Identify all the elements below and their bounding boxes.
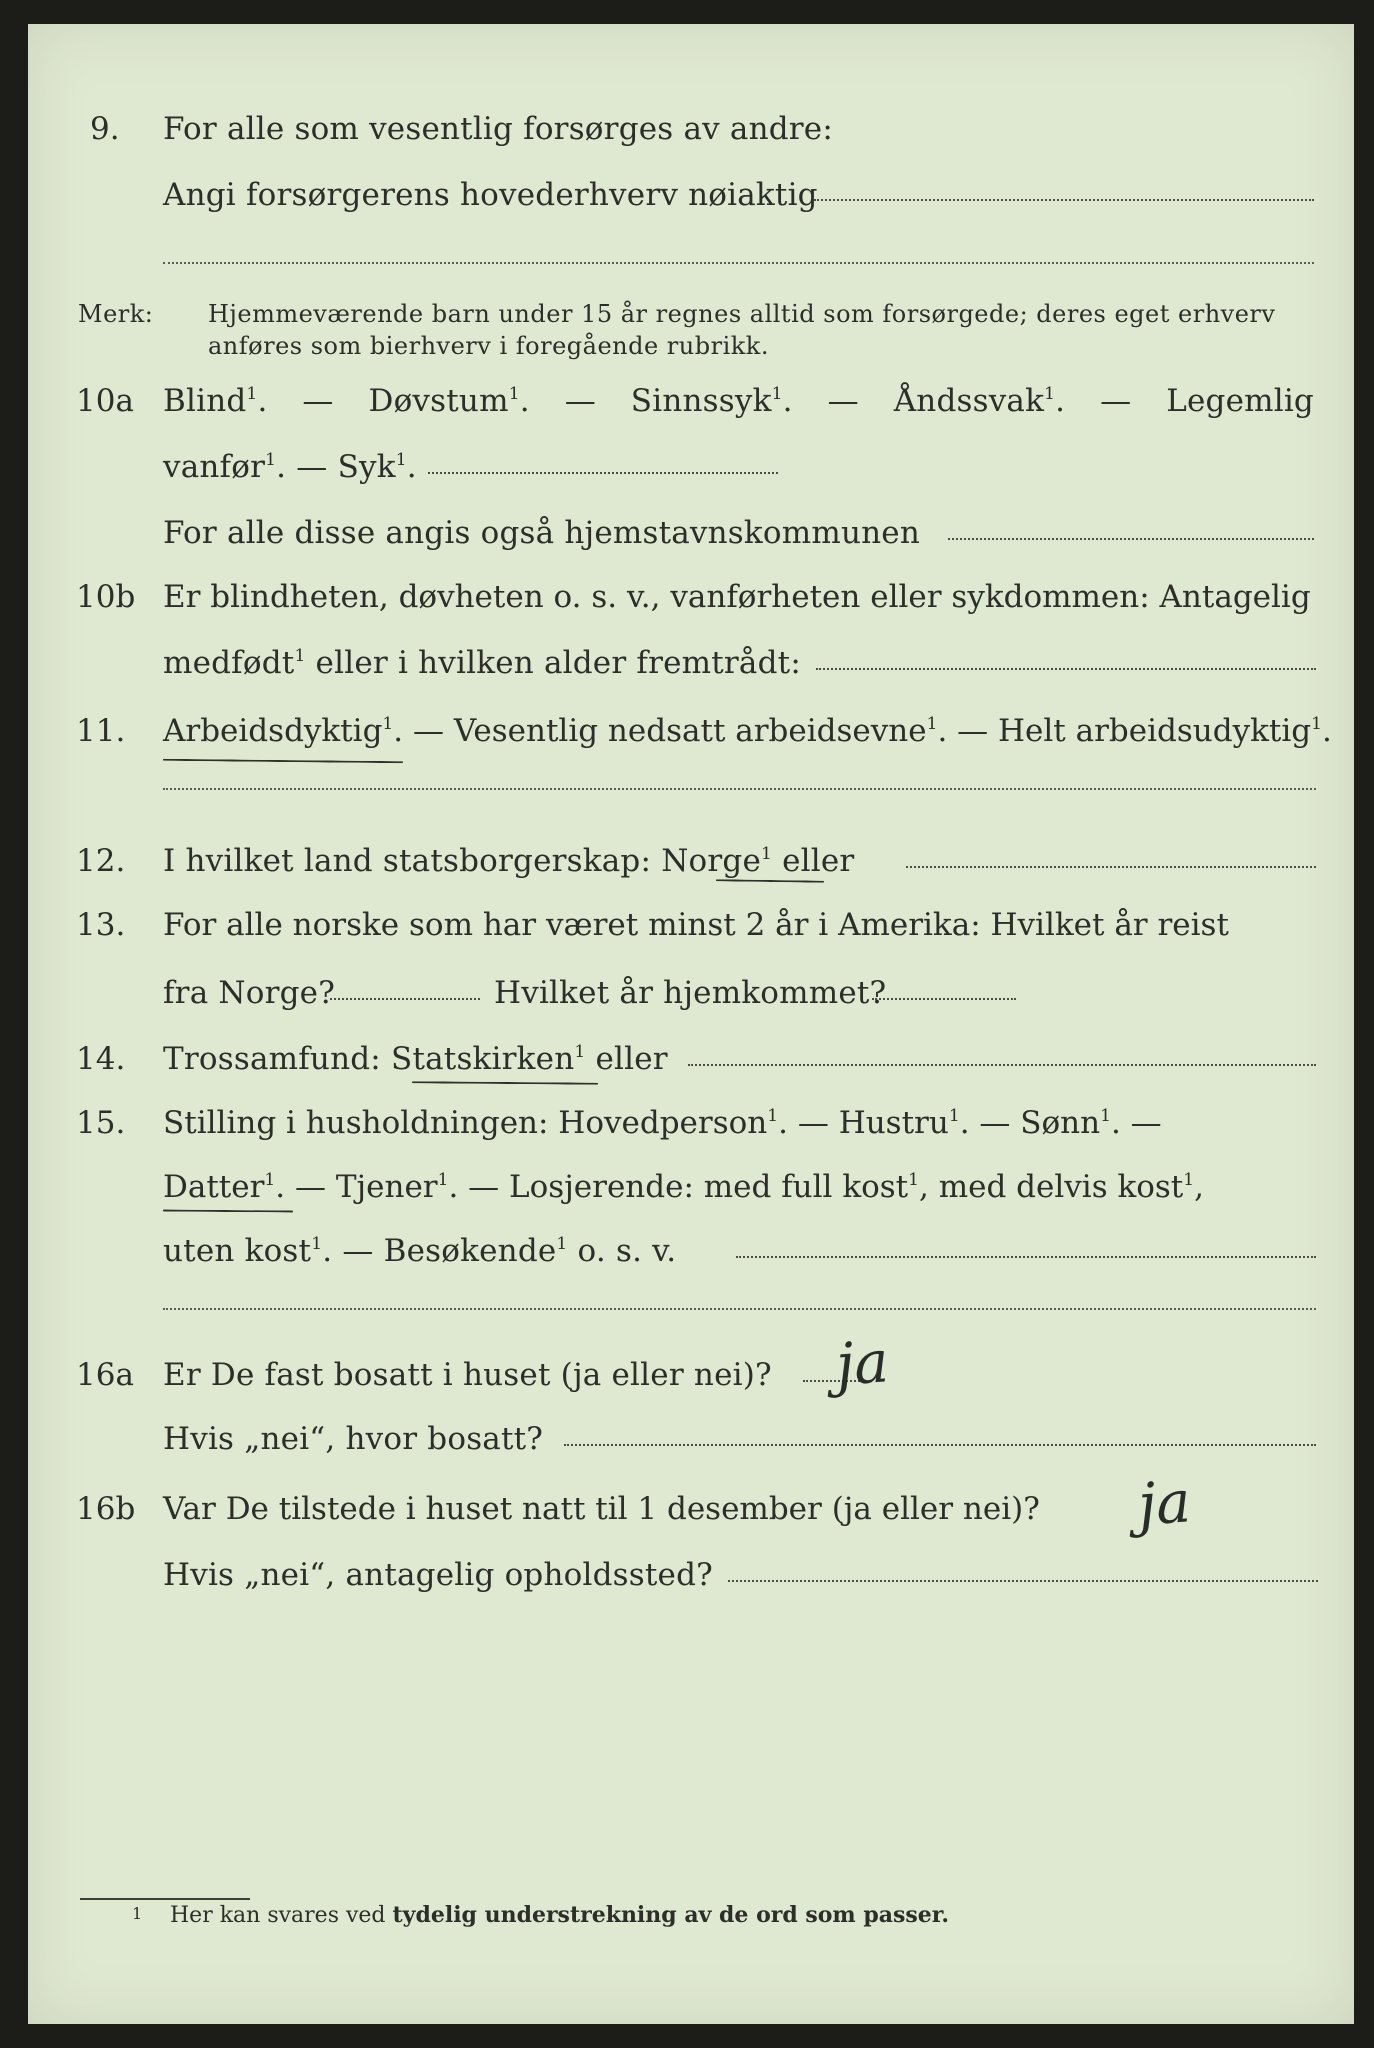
q11-line: Arbeidsdyktig$^1$. — Vesentlig nedsatt arbeidsevne$^1$. — Helt arbeidsudyktig$^1$. (163, 713, 1332, 749)
dash: — (1100, 383, 1132, 419)
q10a-opt-legemlig: Legemlig (1166, 383, 1314, 419)
q11-opt-udyktig: Helt arbeidsudyktig$^1$. (998, 713, 1332, 749)
q16a-bosatt-line[interactable] (564, 1444, 1316, 1446)
q16b-line2: Hvis „nei“, antagelig opholdssted? (163, 1557, 713, 1593)
merk-line2: anføres som bierhverv i foregående rubrikk. (208, 332, 769, 360)
q10a-answer-line[interactable] (428, 472, 778, 474)
q11-opt-nedsatt: Vesentlig nedsatt arbeidsevne$^1$. (453, 713, 948, 749)
q12-answer-line[interactable] (906, 866, 1316, 868)
q15-underline-mark (163, 1210, 293, 1213)
census-form-page (28, 24, 1354, 2024)
q16a-handwritten-answer: ja (833, 1327, 891, 1399)
q9-line2: Angi forsørgerens hovederhverv nøiaktig (163, 177, 818, 213)
q9-extra-line[interactable] (163, 262, 1314, 264)
q14-answer-line[interactable] (688, 1064, 1316, 1066)
q11-number: 11. (76, 713, 126, 749)
q16a-number: 16a (76, 1357, 134, 1393)
q14-opt-statskirken: Statskirken$^1$ (391, 1041, 586, 1077)
q10b-number: 10b (76, 579, 136, 615)
q10a-line3: For alle disse angis også hjemstavnskommunen (163, 515, 920, 551)
q10a-kommune-line[interactable] (948, 538, 1314, 540)
q15-number: 15. (76, 1105, 126, 1141)
q10a-opt-vanfor: vanfør$^1$. (163, 449, 287, 485)
q13-hjem: Hvilket år hjemkommet? (494, 975, 887, 1011)
q15-line3: uten kost$^1$. — Besøkende$^1$ o. s. v. (163, 1233, 677, 1269)
q16a-line2: Hvis „nei“, hvor bosatt? (163, 1421, 544, 1457)
q12-line: I hvilket land statsborgerskap: Norge$^1$ eller (163, 843, 855, 879)
q10a-opt-sinnssyk: Sinnssyk$^1$. (630, 383, 793, 419)
q15-opt-tjener: Tjener$^1$. (335, 1169, 459, 1205)
q11-opt-arbeidsdyktig: Arbeidsdyktig$^1$. (163, 713, 404, 749)
q16b-opholdssted-line[interactable] (728, 1580, 1318, 1582)
q11-extra-line[interactable] (163, 788, 1316, 790)
q11-underline-mark (163, 759, 403, 764)
q12-number: 12. (76, 843, 126, 879)
q10a-opt-syk: Syk$^1$. (337, 449, 417, 485)
dash: — (564, 383, 596, 419)
q9-line1: For alle som vesentlig forsørges av andre: (163, 111, 833, 147)
q12-underline-mark (716, 879, 824, 883)
merk-label: Merk: (78, 300, 154, 328)
footnote-mark: 1 (132, 1904, 143, 1923)
q13-hjemkommet-line[interactable] (872, 998, 1016, 1000)
q10b-answer-line[interactable] (816, 668, 1316, 670)
q13-number: 13. (76, 907, 126, 943)
dash: — (827, 383, 859, 419)
q13-fra: fra Norge? (163, 975, 336, 1011)
q10b-line2: medfødt$^1$ eller i hvilken alder fremtrådt: (163, 645, 801, 681)
q10b-line1: Er blindheten, døvheten o. s. v., vanførheten eller sykdommen: Antagelig (163, 579, 1311, 615)
q14-number: 14. (76, 1041, 126, 1077)
q13-reist-line[interactable] (330, 998, 480, 1000)
merk-line1: Hjemmeværende barn under 15 år regnes alltid som forsørgede; deres eget erhverv (208, 300, 1276, 328)
q10a-opt-blind: Blind$^1$. (163, 383, 268, 419)
q9-number: 9. (90, 111, 120, 147)
q15-opt-datter: Datter$^1$. (163, 1169, 286, 1205)
q15-line1: Stilling i husholdningen: Hovedperson$^1$. — Hustru$^1$. — Sønn$^1$. — (163, 1105, 1162, 1141)
q10a-opt-dovstum: Døvstum$^1$. (368, 383, 530, 419)
dash: — (302, 383, 334, 419)
footnote-rule (80, 1898, 250, 1900)
q10a-line2: vanfør$^1$. — Syk$^1$. (163, 449, 417, 485)
q9-answer-line[interactable] (814, 199, 1314, 201)
q16b-handwritten-answer: ja (1135, 1467, 1193, 1539)
q14-underline-mark (412, 1081, 598, 1085)
q12-opt-norge: Norge$^1$ (661, 843, 773, 879)
q15-line2: Datter$^1$. — Tjener$^1$. — Losjerende: med full kost$^1$, med delvis kost$^1$, (163, 1169, 1204, 1205)
q15-opt-hustru: Hustru$^1$. (838, 1105, 970, 1141)
q16b-number: 16b (76, 1491, 136, 1527)
q16b-line1: Var De tilstede i huset natt til 1 desember (ja eller nei)? (163, 1491, 1040, 1527)
q14-line: Trossamfund: Statskirken$^1$ eller (163, 1041, 668, 1077)
q15-extra-line[interactable] (163, 1308, 1316, 1310)
q10a-number: 10a (76, 383, 134, 419)
q15-answer-line[interactable] (736, 1256, 1316, 1258)
q16a-line1: Er De fast bosatt i huset (ja eller nei)? (163, 1357, 772, 1393)
q13-line1: For alle norske som har været minst 2 år i Amerika: Hvilket år reist (163, 907, 1229, 943)
footnote-text: Her kan svares ved tydelig understrekning av de ord som passer. (170, 1902, 950, 1928)
q15-opt-sonn: Sønn$^1$. (1020, 1105, 1121, 1141)
q10a-line1 (163, 383, 1314, 419)
q10a-opt-andssvak: Åndssvak$^1$. (893, 383, 1066, 419)
